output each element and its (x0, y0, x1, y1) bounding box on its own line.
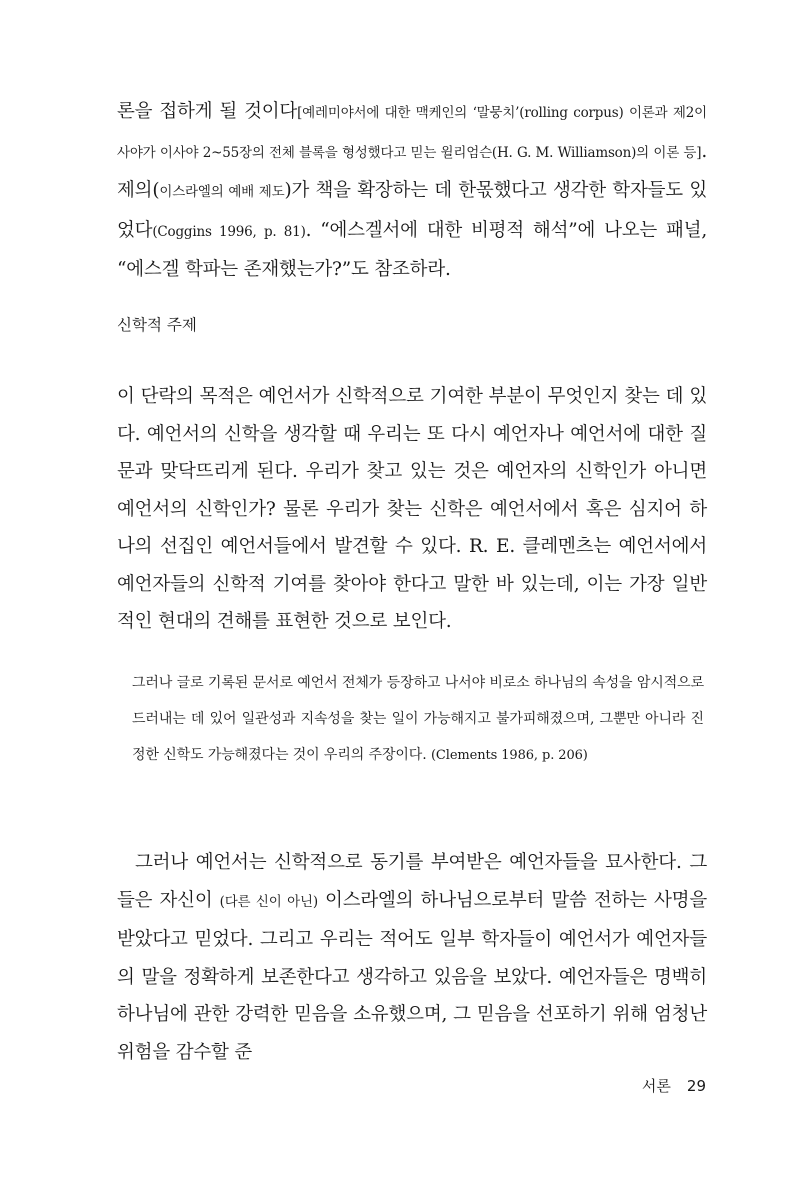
quote-text: 그러나 글로 기록된 문서로 예언서 전체가 등장하고 나서야 비로소 하나님의 속성을 암시적으로 드러내는 데 있어 일관성과 지속성을 찾는 일이 가능해지고 불가피해졌으며, 그뿐만 아니라 진정한 신학도 가능해졌다는 것이 우리의 주장이다. (132, 675, 704, 763)
paragraph-text: )가 책을 확장하는 데 한몫했다고 생각한 학자들도 있었다 (117, 180, 707, 241)
paragraph-text: . “에스겔서에 대한 비평적 해석”에 나오는 패널, “에스겔 학파는 존재했는가?”도 참조하라. (117, 219, 707, 280)
page-number: 29 (686, 1077, 706, 1095)
block-quote (132, 665, 704, 774)
paragraph-text: . 제의( (117, 140, 707, 201)
paragraph-text: 론을 접하게 될 것이다 (117, 101, 298, 122)
reference-citation: (Coggins 1996, p. 81) (152, 223, 306, 240)
paragraph-continuation (117, 93, 707, 289)
quote-citation: (Clements 1986, p. 206) (430, 748, 588, 763)
paragraph-text: 이스라엘의 하나님으로부터 말씀 전하는 사명을 받았다고 믿었다. 그리고 우리는 적어도 일부 학자들이 예언서가 예언자들의 말을 정확하게 보존한다고 생각하고 있음을 보았다. 예언자들은 명백히 하나님에 관한 강력한 믿음을 소유했으며, 그 믿음을 선포하기 위해 엄청난 위험을 감수할 준 (117, 889, 707, 1063)
parenthetical-note: 이스라엘의 예배 제도 (159, 184, 285, 200)
section-label: 서론 (641, 1077, 671, 1095)
section-heading: 신학적 주제 (117, 316, 197, 334)
parenthetical-aside: (다른 신이 아닌) (219, 893, 318, 910)
paragraph-body (117, 844, 707, 1071)
running-footer (642, 1076, 706, 1096)
paragraph-text: 그러나 예언서는 신학적으로 동기를 부여받은 예언자들을 묘사한다. 그들은 자신이 (117, 852, 707, 911)
paragraph-intro: 이 단락의 목적은 예언서가 신학적으로 기여한 부분이 무엇인지 찾는 데 있다. 예언서의 신학을 생각할 때 우리는 또 다시 예언자나 예언서에 대한 질문과 맞닥뜨리게 된다. 우리가 찾고 있는 것은 예언자의 신학인가 아니면 예언서의 신학인가? 물론 우리가 찾는 신학은 예언서에서 혹은 심지어 하나의 선집인 예언서들에서 발견할 수 있다. R. E. 클레멘츠는 예언서에서 예언자들의 신학적 기여를 찾아야 한다고 말한 바 있는데, 이는 가장 일반적인 현대의 견해를 표현한 것으로 보인다. (117, 386, 707, 632)
bracket-citation: [예레미야서에 대한 맥케인의 ‘말뭉치’(rolling corpus) 이론과 제2이사야가 이사야 2~55장의 전체 블록을 형성했다고 믿는 윌리엄슨(H. G. M. Williamson)의 이론 등] (117, 105, 707, 161)
